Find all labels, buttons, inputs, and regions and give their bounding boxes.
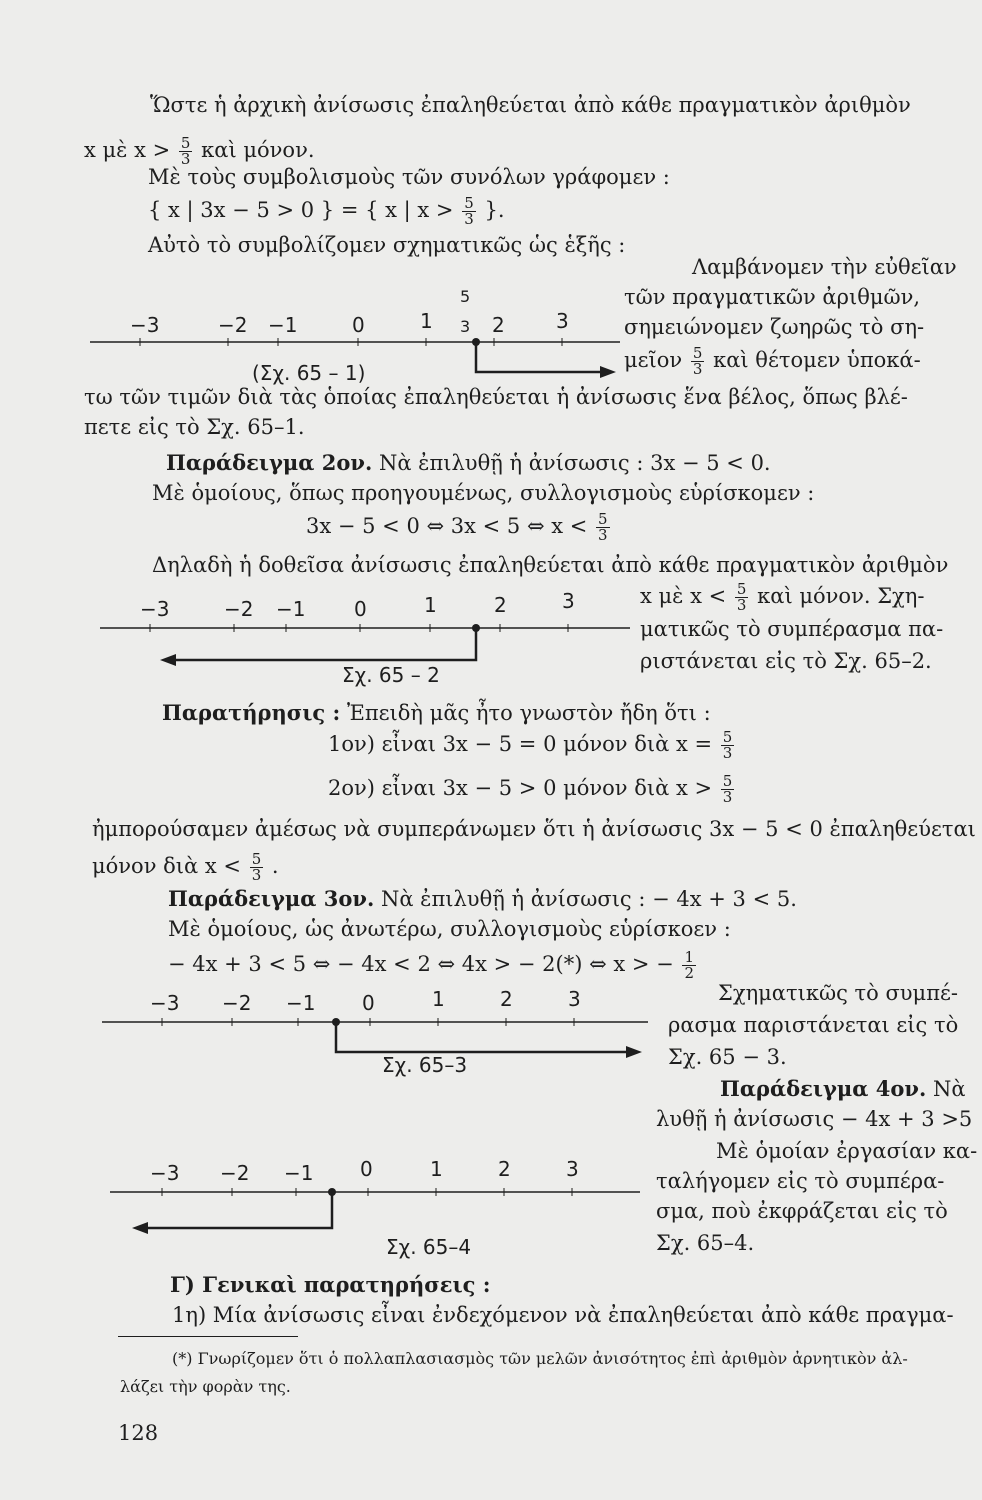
text-line: Αὐτὸ τὸ συμβολίζομεν σχηματικῶς ὡς ἑξῆς : — [148, 233, 626, 257]
tick-label: 2 — [500, 987, 513, 1011]
text-line — [624, 346, 921, 377]
footnote-rule — [118, 1336, 298, 1337]
text-line: τω τῶν τιμῶν διὰ τὰς ὁποίας ἐπαληθεύεται ἡ ἀνίσωσις ἕνα βέλος, ὅπως βλέ- — [84, 385, 908, 409]
arrow-head — [132, 1222, 148, 1234]
text-line: Σχ. 65 − 3. — [668, 1045, 787, 1069]
text-line: Δηλαδὴ ἡ δοθεῖσα ἀνίσωσις ἐπαληθεύεται ἀπὸ κάθε πραγματικὸν ἀριθμὸν — [152, 553, 949, 577]
text-line: σμα, ποὺ ἐκφράζεται εἰς τὸ — [656, 1199, 948, 1223]
solution-arrow — [176, 628, 476, 660]
tick-label: −1 — [268, 313, 298, 337]
text-line: Μὲ ὁμοίαν ἐργασίαν κα- — [716, 1139, 978, 1163]
tick-label: 3 — [568, 987, 581, 1011]
figure-caption: Σχ. 65–4 — [386, 1235, 472, 1259]
text-line: Ὥστε ἡ ἀρχικὴ ἀνίσωσις ἐπαληθεύεται ἀπὸ κάθε πραγματικὸν ἀριθμὸν — [150, 93, 911, 117]
math-text: 2ον) εἶναι 3x − 5 > 0 μόνον διὰ x > — [328, 776, 713, 800]
text-span: μεῖον — [624, 348, 683, 372]
tick-label: 3 — [556, 309, 569, 333]
tick-label: −2 — [220, 1161, 250, 1185]
fraction: $\frac{5}{3}$ — [464, 194, 474, 228]
text-line: λυθῇ ἡ ἀνίσωσις − 4x + 3 >5 — [656, 1107, 973, 1131]
tick-label: −2 — [224, 597, 254, 621]
observation-heading: Παρατήρησις : — [162, 700, 341, 725]
math-text: − 4x + 3 < 5 ⇔ − 4x < 2 ⇔ 4x > − 2(*) ⇔ x > − — [168, 952, 674, 976]
arrow-head — [626, 1046, 642, 1058]
tick-label: −2 — [222, 991, 252, 1015]
text-line: Μὲ ὁμοίους, ὅπως προηγουμένως, συλλογισμοὺς εὑρίσκομεν : — [152, 481, 815, 505]
text-line — [92, 852, 279, 883]
example-heading-line — [168, 886, 797, 912]
text-span: καὶ μόνον. — [201, 138, 315, 162]
page-number: 128 — [118, 1421, 159, 1445]
tick-label: −1 — [276, 597, 306, 621]
tick-label: −1 — [286, 991, 316, 1015]
text-span: Νὰ ἐπιλυθῇ ἡ ἀνίσωσις : − 4x + 3 < 5. — [380, 887, 797, 911]
math-text: 1ον) εἶναι 3x − 5 = 0 μόνον διὰ x = — [328, 732, 713, 756]
text-line — [84, 136, 315, 167]
text-line: Σχηματικῶς τὸ συμπέ- — [718, 981, 958, 1005]
figure-caption: Σχ. 65–3 — [382, 1053, 468, 1077]
number-line-figure-4 — [100, 1146, 650, 1259]
number-line-figure-2 — [90, 586, 635, 686]
tick-label: −2 — [218, 313, 248, 337]
tick-label: 1 — [430, 1157, 443, 1181]
fraction: $\frac{5}{3}$ — [180, 134, 191, 168]
tick-label: 0 — [362, 991, 375, 1015]
number-line-figure-3 — [92, 980, 652, 1080]
example-heading: Παράδειγμα 2ον. — [166, 450, 373, 475]
text-line — [640, 582, 924, 613]
text-span: καὶ μόνον. Σχη- — [757, 584, 925, 608]
text-line: Μὲ ὁμοίους, ὡς ἀνωτέρω, συλλογισμοὺς εὑρίσκοεν : — [168, 917, 731, 941]
text-line: ματικῶς τὸ συμπέρασμα πα- — [640, 617, 944, 641]
math-text: x μὲ x > — [84, 138, 171, 162]
example-heading-line — [166, 450, 771, 476]
tick-label: 2 — [492, 313, 505, 337]
text-line: Σχ. 65–4. — [656, 1231, 755, 1255]
example-heading: Παράδειγμα 3ον. — [168, 886, 375, 911]
fraction: $\frac{1}{2}$ — [684, 948, 694, 982]
text-line: 1η) Μία ἀνίσωσις εἶναι ἐνδεχόμενον νὰ ἐπαληθεύεται ἀπὸ κάθε πραγμα- — [172, 1303, 954, 1327]
tick-label: 0 — [354, 597, 367, 621]
math-text: }. — [484, 198, 505, 222]
tick-label: −3 — [130, 313, 160, 337]
solution-arrow — [476, 342, 600, 372]
math-text: x μὲ x < — [640, 584, 727, 608]
tick-label: 3 — [566, 1157, 579, 1181]
arrow-head — [600, 366, 616, 378]
fraction: $\frac{5}{3}$ — [692, 344, 703, 378]
tick-label: 1 — [420, 309, 433, 333]
math-text: . — [271, 854, 279, 878]
tick-label: −1 — [284, 1161, 314, 1185]
section-heading: Γ) Γενικαὶ παρατηρήσεις : — [170, 1272, 491, 1297]
text-line: Λαμβάνομεν τὴν εὐθεῖαν — [692, 255, 957, 279]
text-line: τῶν πραγματικῶν ἀριθμῶν, — [624, 285, 921, 309]
fraction: $\frac{5}{3}$ — [736, 580, 747, 614]
fraction: $\frac{5}{3}$ — [598, 510, 608, 544]
math-line — [148, 196, 505, 227]
math-text: { x | 3x − 5 > 0 } = { x | x > — [148, 198, 454, 222]
math-line — [306, 512, 612, 543]
text-line: Μὲ τοὺς συμβολισμοὺς τῶν συνόλων γράφομεν : — [148, 165, 670, 189]
text-line: σημειώνομεν ζωηρῶς τὸ ση- — [624, 315, 925, 339]
math-line — [328, 730, 736, 761]
example-heading-line — [720, 1076, 966, 1102]
point-label-denominator: 3 — [460, 317, 471, 336]
text-line: ρασμα παριστάνεται εἰς τὸ — [668, 1013, 959, 1037]
tick-label: 1 — [424, 593, 437, 617]
text-span: Νὰ ἐπιλυθῇ ἡ ἀνίσωσις : 3x − 5 < 0. — [378, 451, 771, 475]
text-line: πετε εἰς τὸ Σχ. 65–1. — [84, 415, 305, 439]
text-span: καὶ θέτομεν ὑποκά- — [713, 348, 921, 372]
fraction: $\frac{5}{3}$ — [722, 728, 733, 762]
tick-label: 2 — [494, 593, 507, 617]
point-label-numerator: 5 — [460, 287, 471, 306]
tick-label: −3 — [150, 1161, 180, 1185]
footnote-line: (*) Γνωρίζομεν ὅτι ὁ πολλαπλασιασμὸς τῶν μελῶν ἀνισότητος ἐπὶ ἀριθμὸν ἀρνητικὸν ἀλ- — [172, 1349, 908, 1368]
text-line: ἠμπορούσαμεν ἀμέσως νὰ συμπεράνωμεν ὅτι ἡ ἀνίσωσις 3x − 5 < 0 ἐπαληθεύεται — [92, 817, 976, 841]
tick-label: 2 — [498, 1157, 511, 1181]
example-heading: Παράδειγμα 4ον. — [720, 1076, 927, 1101]
solution-arrow — [336, 1022, 626, 1052]
tick-label: 1 — [432, 987, 445, 1011]
math-line — [168, 950, 698, 981]
math-text: 3x − 5 < 0 ⇔ 3x < 5 ⇔ x < — [306, 514, 588, 538]
tick-label: 0 — [360, 1157, 373, 1181]
number-line-figure-1 — [80, 280, 625, 385]
fraction: $\frac{5}{3}$ — [722, 772, 733, 806]
text-line: ριστάνεται εἰς τὸ Σχ. 65–2. — [640, 649, 932, 673]
arrow-head — [160, 654, 176, 666]
text-line: ταλήγομεν εἰς τὸ συμπέρα- — [656, 1169, 945, 1193]
math-line — [328, 774, 736, 805]
figure-caption: (Σχ. 65 – 1) — [252, 361, 366, 385]
tick-label: −3 — [140, 597, 170, 621]
tick-label: 0 — [352, 313, 365, 337]
tick-label: −3 — [150, 991, 180, 1015]
text-span: Ἐπειδὴ μᾶς ἦτο γνωστὸν ἤδη ὅτι : — [346, 701, 711, 725]
text-span: Νὰ — [932, 1077, 966, 1101]
observation-line — [162, 700, 711, 726]
fraction: $\frac{5}{3}$ — [251, 850, 262, 884]
footnote-line: λάζει τὴν φορὰν της. — [120, 1377, 291, 1396]
math-text: μόνον διὰ x < — [92, 854, 241, 878]
tick-label: 3 — [562, 589, 575, 613]
figure-caption: Σχ. 65 – 2 — [342, 663, 440, 687]
solution-arrow — [148, 1192, 332, 1228]
